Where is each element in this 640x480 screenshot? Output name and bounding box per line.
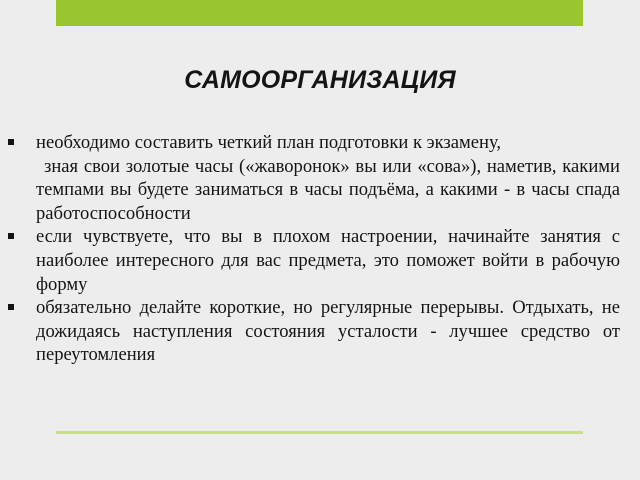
bullet-list xyxy=(6,131,620,367)
bullet-item: если чувствуете, что вы в плохом настроении, начинайте занятия с наиболее интересного для вас предмета, это поможет войти в рабочую форму xyxy=(6,225,620,296)
top-accent-bar xyxy=(56,0,583,26)
bottom-divider xyxy=(56,431,583,434)
bullet-item: необходимо составить четкий план подготовки к экзамену, xyxy=(6,131,620,155)
slide-title: САМООРГАНИЗАЦИЯ xyxy=(184,66,456,94)
bullet-item: обязательно делайте короткие, но регулярные перерывы. Отдыхать, не дожидаясь наступления состояния усталости - лучшее средство от переутомления xyxy=(6,296,620,367)
bullet-continuation: зная свои золотые часы («жаворонок» вы или «сова»), наметив, какими темпами вы будете заниматься в часы подъёма, а какими - в часы спада работоспособности xyxy=(36,155,620,224)
